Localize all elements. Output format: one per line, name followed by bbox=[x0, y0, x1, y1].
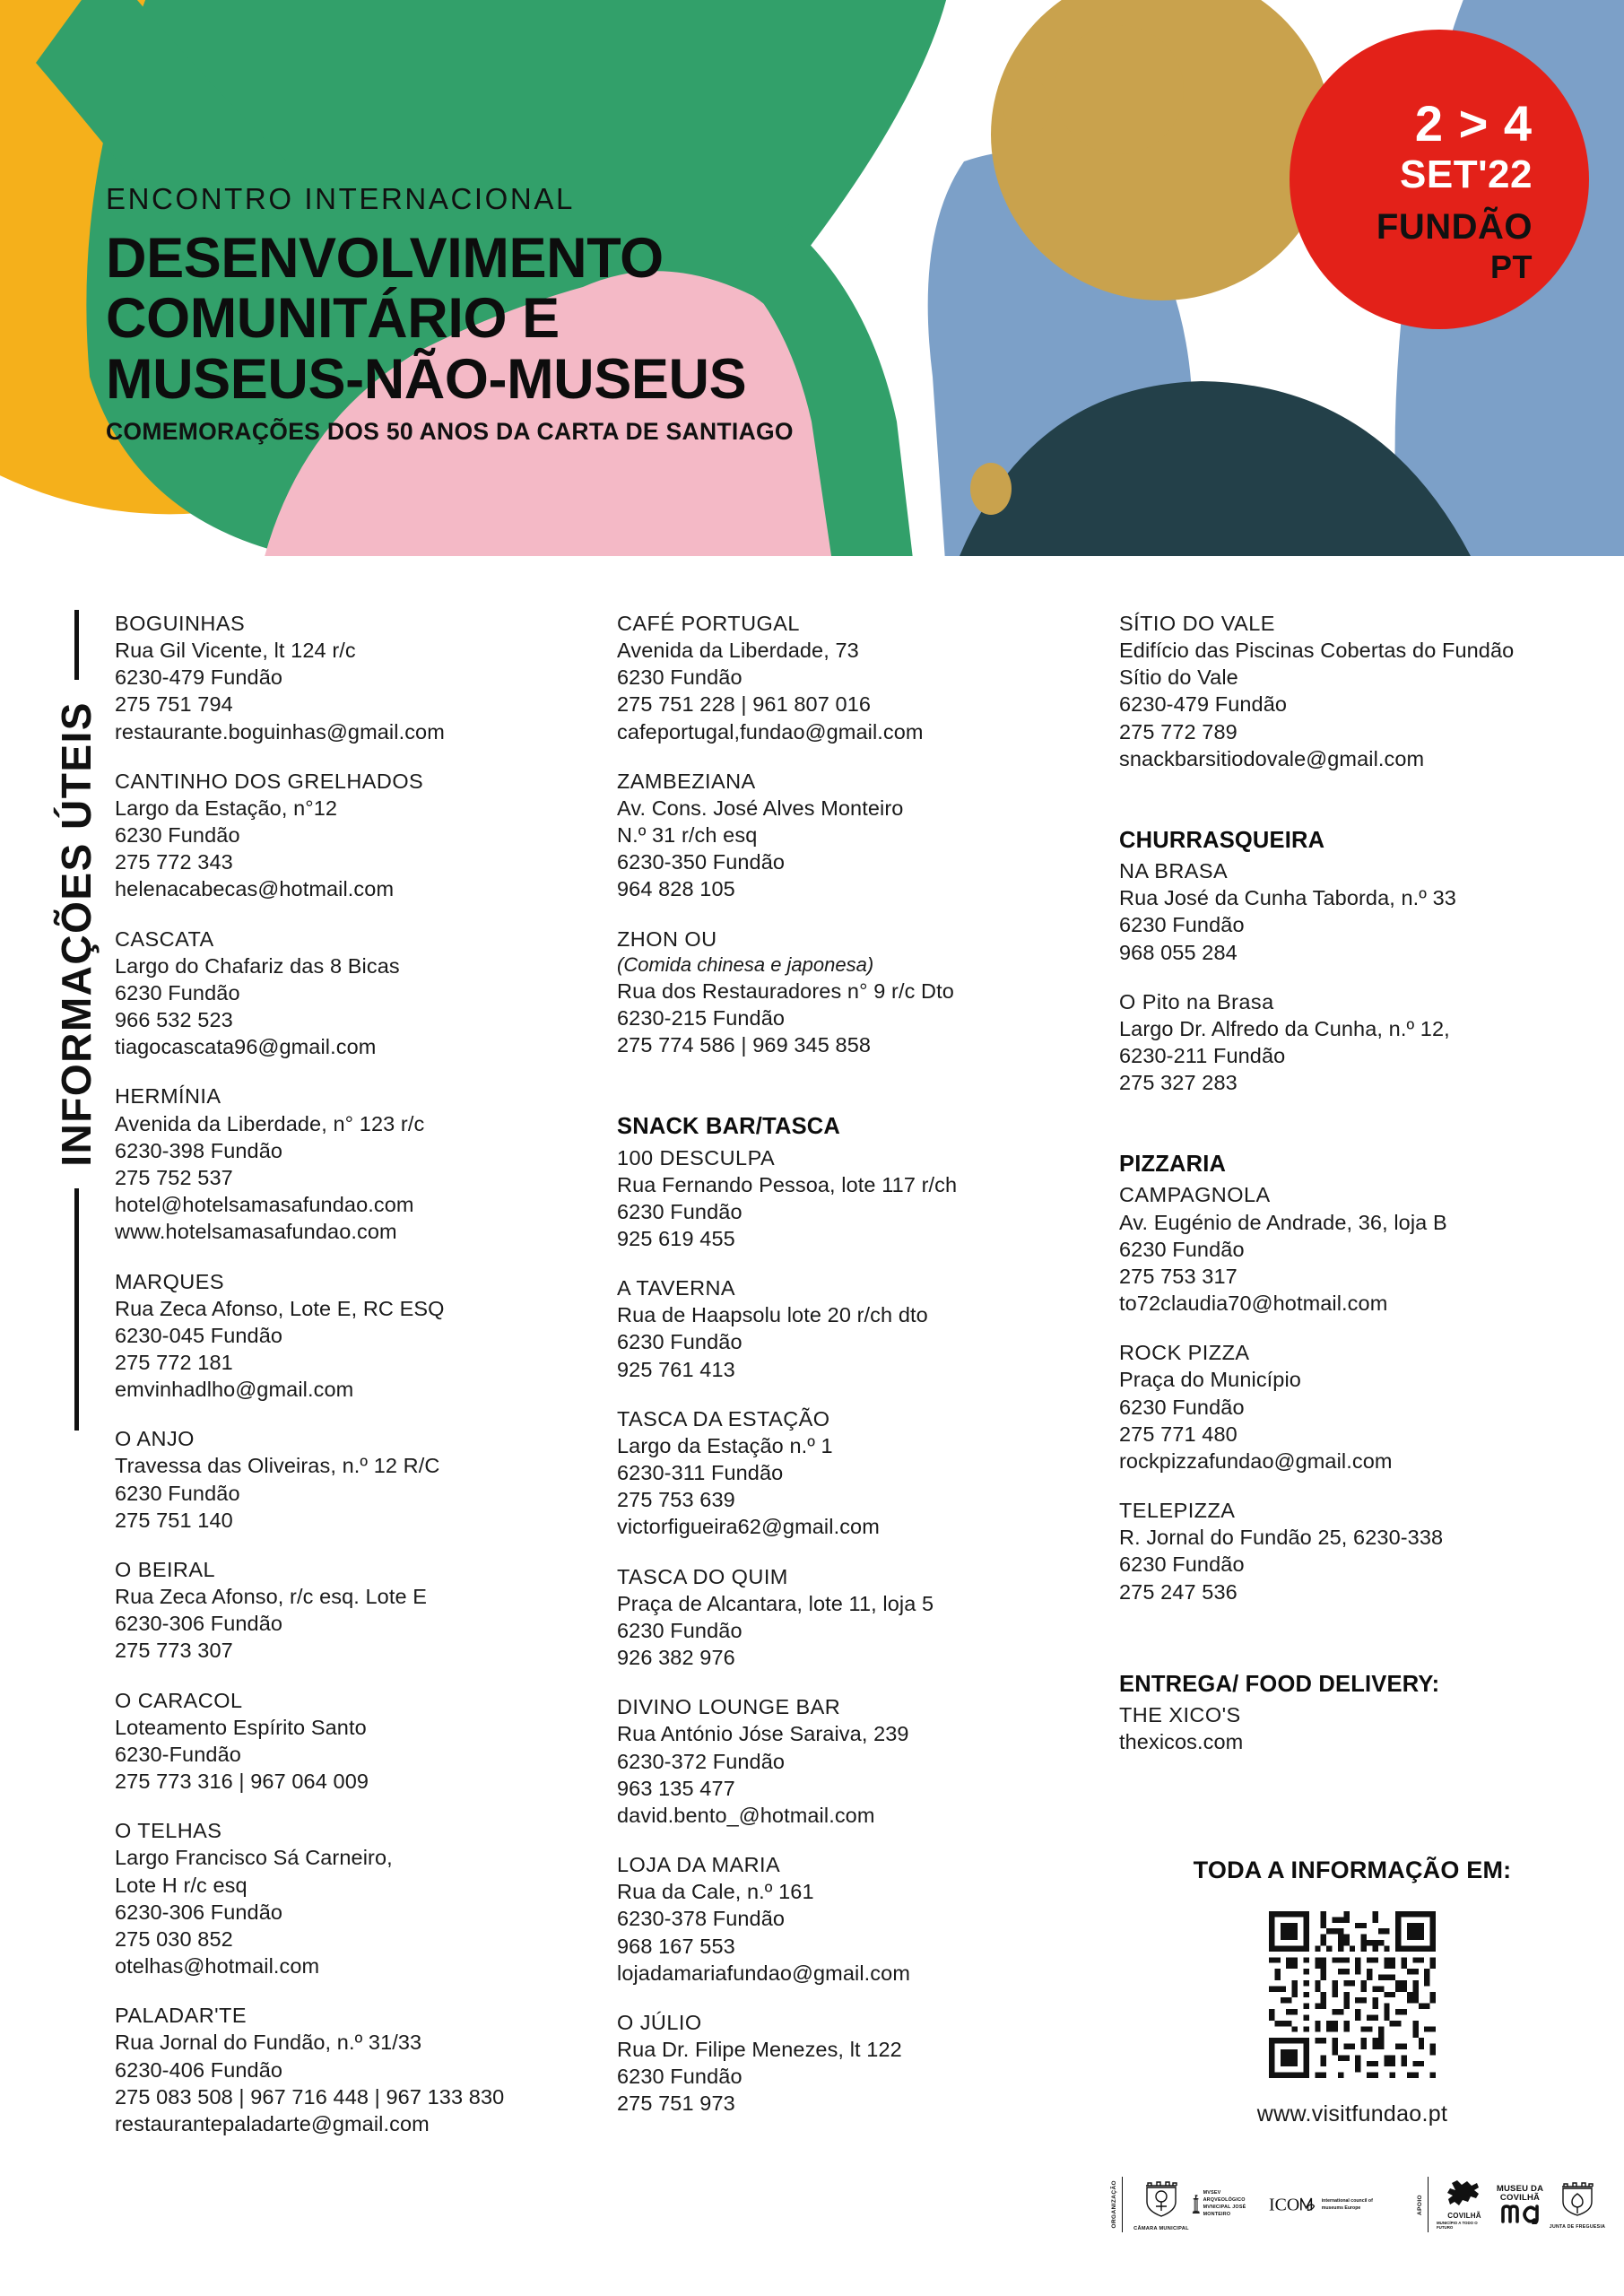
venue-address: Avenida da Liberdade, 73 bbox=[617, 639, 859, 663]
venue-email[interactable]: restaurantepaladarte@gmail.com bbox=[115, 2111, 430, 2135]
venue-address: Av. Eugénio de Andrade, 36, loja B bbox=[1119, 1210, 1447, 1234]
venue-name: LOJA DA MARIA bbox=[617, 1853, 781, 1877]
venue-address: Travessa das Oliveiras, n.º 12 R/C bbox=[115, 1454, 440, 1478]
venue-phone: 968 055 284 bbox=[1119, 940, 1238, 964]
logo-subcaption: MUNICÍPIO A TODO O FUTURO bbox=[1437, 2221, 1478, 2230]
venue-address: Rua António Jóse Saraiva, 239 bbox=[617, 1722, 909, 1746]
venue-postcode: 6230 Fundão bbox=[617, 665, 743, 690]
venue-email[interactable]: snackbarsitiodovale@gmail.com bbox=[1119, 746, 1425, 770]
venue-postcode: 6230-311 Fundão bbox=[617, 1461, 784, 1485]
category-heading-pizzaria: PIZZARIA bbox=[1119, 1152, 1227, 1178]
venue-name: O BEIRAL bbox=[115, 1557, 216, 1581]
venue-email[interactable]: hotel@hotelsamasafundao.com bbox=[115, 1193, 414, 1217]
venue-address: Largo Dr. Alfredo da Cunha, n.º 12, bbox=[1119, 1016, 1450, 1040]
venue-email[interactable]: tiagocascata96@gmail.com bbox=[115, 1035, 377, 1059]
list-item bbox=[115, 1817, 617, 1979]
venue-postcode: 6230 Fundão bbox=[617, 1199, 743, 1223]
column-icon bbox=[1192, 2181, 1201, 2228]
venue-postcode: 6230-479 Fundão bbox=[1119, 692, 1288, 717]
venue-postcode: 6230-350 Fundão bbox=[617, 850, 786, 874]
venue-address: Avenida da Liberdade, n° 123 r/c bbox=[115, 1111, 425, 1135]
venue-address: Rua Gil Vicente, lt 124 r/c bbox=[115, 639, 356, 663]
venue-postcode: 6230-Fundão bbox=[115, 1742, 241, 1766]
venue-address-2: Sítio do Vale bbox=[1119, 665, 1238, 690]
venue-note: (Comida chinesa e japonesa) bbox=[617, 952, 874, 976]
venue-name: HERMÍNIA bbox=[115, 1084, 221, 1109]
venue-phone: 925 619 455 bbox=[617, 1226, 735, 1250]
venue-address: Rua Zeca Afonso, r/c esq. Lote E bbox=[115, 1585, 428, 1609]
venue-address: Rua Jornal do Fundão, n.º 31/33 bbox=[115, 2031, 422, 2055]
list-item bbox=[1119, 610, 1603, 772]
list-item bbox=[1119, 988, 1603, 1097]
logo-junta-freguesia bbox=[1548, 2179, 1607, 2230]
venue-phone: 275 751 228 | 961 807 016 bbox=[617, 692, 872, 717]
venue-address-2: N.º 31 r/ch esq bbox=[617, 823, 758, 848]
category-heading-churrasqueira: CHURRASQUEIRA bbox=[1119, 828, 1325, 854]
listings-column-2 bbox=[617, 610, 1119, 2242]
venue-postcode: 6230-215 Fundão bbox=[617, 1006, 786, 1031]
venue-postcode: 6230-378 Fundão bbox=[617, 1907, 786, 1931]
venue-name: ROCK PIZZA bbox=[1119, 1341, 1250, 1365]
date-location-badge bbox=[1314, 41, 1565, 325]
venue-email[interactable]: cafeportugal,fundao@gmail.com bbox=[617, 719, 924, 744]
list-item bbox=[1119, 1701, 1603, 1755]
venue-address: Praça do Município bbox=[1119, 1368, 1301, 1392]
logo-museu-arqueologico bbox=[1192, 2181, 1262, 2228]
list-item bbox=[115, 768, 617, 903]
venue-name: SÍTIO DO VALE bbox=[1119, 612, 1275, 635]
list-item bbox=[1119, 1497, 1603, 1605]
venue-name: 100 DESCULPA bbox=[617, 1145, 776, 1170]
venue-phone: 968 167 553 bbox=[617, 1934, 735, 1958]
venue-phone: 925 761 413 bbox=[617, 1357, 735, 1381]
venue-address: Rua da Cale, n.º 161 bbox=[617, 1880, 814, 1904]
venue-postcode: 6230 Fundão bbox=[115, 980, 240, 1004]
venue-phone: 275 773 307 bbox=[115, 1639, 233, 1663]
list-item bbox=[617, 1405, 1119, 1541]
venue-name: O JÚLIO bbox=[617, 2010, 702, 2034]
logo-caption: MVSEV ARQVEOLÓGICO MVNICIPAL JOSÉ MONTEIRO bbox=[1203, 2190, 1246, 2217]
list-item bbox=[617, 768, 1119, 903]
venue-postcode: 6230 Fundão bbox=[115, 823, 240, 848]
list-item bbox=[115, 1556, 617, 1665]
venue-phone: 275 771 480 bbox=[1119, 1422, 1238, 1446]
venue-postcode: 6230-306 Fundão bbox=[115, 1612, 283, 1636]
venue-phone: 275 753 639 bbox=[617, 1488, 735, 1512]
list-item bbox=[617, 2009, 1119, 2118]
event-kicker: ENCONTRO INTERNACIONAL bbox=[106, 182, 575, 215]
event-subtitle: COMEMORAÇÕES DOS 50 ANOS DA CARTA DE SANTIAGO bbox=[106, 418, 794, 446]
venue-address: Rua Dr. Filipe Menezes, lt 122 bbox=[617, 2038, 902, 2062]
venue-name: O Pito na Brasa bbox=[1119, 989, 1274, 1013]
venue-address: Largo do Chafariz das 8 Bicas bbox=[115, 953, 400, 978]
list-item bbox=[617, 1693, 1119, 1829]
category-heading-snack-bar: SNACK BAR/TASCA bbox=[617, 1114, 841, 1140]
venue-phone: 275 751 794 bbox=[115, 692, 233, 717]
apoio-label: APOIO bbox=[1417, 2194, 1423, 2215]
venue-name: TASCA DO QUIM bbox=[617, 1564, 788, 1588]
venue-phone: 275 773 316 | 967 064 009 bbox=[115, 1770, 369, 1794]
venue-phone: 275 327 283 bbox=[1119, 1071, 1238, 1095]
list-item bbox=[115, 926, 617, 1061]
venue-name: TELEPIZZA bbox=[1119, 1499, 1236, 1523]
spacer bbox=[1119, 1628, 1603, 1671]
list-item bbox=[617, 1563, 1119, 1672]
badge-country: PT bbox=[1489, 248, 1533, 285]
venue-phone: 275 772 181 bbox=[115, 1350, 233, 1374]
venue-postcode: 6230-398 Fundão bbox=[115, 1138, 283, 1162]
venue-phone: 926 382 976 bbox=[617, 1646, 735, 1670]
header-graphic bbox=[0, 0, 1624, 556]
venue-phone: 966 532 523 bbox=[115, 1008, 233, 1032]
venue-email[interactable]: david.bento_@hotmail.com bbox=[617, 1803, 875, 1827]
venue-name: BOGUINHAS bbox=[115, 612, 246, 635]
venue-name: TASCA DA ESTAÇÃO bbox=[617, 1406, 830, 1431]
venue-phone: 275 752 537 bbox=[115, 1165, 233, 1189]
icom-icon bbox=[1269, 2189, 1317, 2220]
list-item bbox=[115, 1268, 617, 1404]
logo-caption: JUNTA DE FREGUESIA bbox=[1549, 2224, 1606, 2230]
venue-postcode: 6230 Fundão bbox=[617, 1618, 743, 1642]
badge-dates: 2 > 4 bbox=[1414, 95, 1533, 152]
venue-name: MARQUES bbox=[115, 1269, 224, 1293]
venue-name: NA BRASA bbox=[1119, 859, 1229, 883]
qr-code-icon[interactable] bbox=[1269, 1911, 1436, 2078]
venue-phone: 275 751 973 bbox=[617, 2092, 735, 2116]
venue-address: R. Jornal do Fundão 25, 6230-338 bbox=[1119, 1526, 1444, 1550]
list-item bbox=[1119, 857, 1603, 966]
list-item bbox=[617, 1144, 1119, 1253]
list-item bbox=[617, 1851, 1119, 1987]
list-item bbox=[115, 1425, 617, 1534]
venue-address: Rua dos Restauradores n° 9 r/c Dto bbox=[617, 978, 954, 1003]
venue-postcode: 6230-045 Fundão bbox=[115, 1323, 283, 1347]
divider bbox=[1122, 2177, 1124, 2232]
venue-phone: 275 772 343 bbox=[115, 850, 233, 874]
venue-address: Av. Cons. José Alves Monteiro bbox=[617, 796, 904, 820]
venue-name: CASCATA bbox=[115, 926, 214, 951]
venue-postcode: 6230 Fundão bbox=[1119, 913, 1245, 937]
crest-icon bbox=[1559, 2179, 1596, 2222]
badge-city: FUNDÃO bbox=[1376, 207, 1533, 247]
venue-phone: 275 083 508 | 967 716 448 | 967 133 830 bbox=[115, 2084, 505, 2109]
venue-address: Rua de Haapsolu lote 20 r/ch dto bbox=[617, 1303, 928, 1327]
vertical-rule-top bbox=[74, 610, 79, 680]
venue-address: Largo da Estação n.º 1 bbox=[617, 1433, 833, 1457]
venue-postcode: 6230 Fundão bbox=[1119, 1237, 1245, 1261]
info-website-url[interactable]: www.visitfundao.pt bbox=[1256, 2101, 1448, 2126]
list-item bbox=[617, 1274, 1119, 1383]
venue-address-2: Lote H r/c esq bbox=[115, 1873, 248, 1897]
venue-name: O TELHAS bbox=[115, 1819, 222, 1843]
list-item bbox=[617, 610, 1119, 745]
venue-address: Loteamento Espírito Santo bbox=[115, 1715, 367, 1739]
venue-phone: 275 751 140 bbox=[115, 1508, 233, 1532]
list-item bbox=[115, 1687, 617, 1796]
venue-name: DIVINO LOUNGE BAR bbox=[617, 1695, 841, 1719]
logo-caption: CÂMARA MUNICIPAL bbox=[1133, 2225, 1189, 2231]
venue-name: ZHON OU bbox=[617, 926, 717, 951]
list-item bbox=[115, 610, 617, 745]
svg-text:ICO: ICO bbox=[1269, 2195, 1300, 2215]
venue-phone: 275 772 789 bbox=[1119, 719, 1238, 744]
venue-postcode: 6230 Fundão bbox=[617, 2065, 743, 2089]
venue-email[interactable]: helenacabecas@hotmail.com bbox=[115, 877, 395, 901]
category-heading-delivery: ENTREGA/ FOOD DELIVERY: bbox=[1119, 1671, 1440, 1697]
logo-museu-covilha bbox=[1492, 2185, 1548, 2225]
venue-name: CAMPAGNOLA bbox=[1119, 1183, 1271, 1207]
venue-name: PALADAR'TE bbox=[115, 2004, 247, 2028]
venue-phone: 275 774 586 | 969 345 858 bbox=[617, 1033, 872, 1057]
list-item bbox=[1119, 1339, 1603, 1474]
venue-address: Rua Fernando Pessoa, lote 117 r/ch bbox=[617, 1172, 958, 1196]
venue-postcode: 6230-479 Fundão bbox=[115, 665, 283, 690]
logo-caption: COVILHÃ bbox=[1447, 2212, 1481, 2220]
badge-month: SET'22 bbox=[1400, 152, 1533, 196]
logo-covilha bbox=[1437, 2179, 1492, 2230]
venue-postcode: 6230 Fundão bbox=[115, 1481, 240, 1505]
venue-phone: 964 828 105 bbox=[617, 877, 735, 901]
venue-email[interactable]: otelhas@hotmail.com bbox=[115, 1954, 320, 1979]
event-title-line2: COMUNITÁRIO E bbox=[106, 287, 560, 351]
venue-postcode: 6230 Fundão bbox=[1119, 1395, 1245, 1419]
organizacao-label: ORGANIZAÇÃO bbox=[1111, 2180, 1117, 2229]
logo-icom bbox=[1269, 2189, 1380, 2220]
venue-postcode: 6230 Fundão bbox=[617, 1330, 743, 1354]
section-vertical-label bbox=[27, 610, 126, 1883]
venue-website[interactable]: thexicos.com bbox=[1119, 1729, 1244, 1753]
logo-camara-municipal bbox=[1131, 2179, 1192, 2231]
venue-email[interactable]: emvinhadlho@gmail.com bbox=[115, 1378, 354, 1402]
venue-address: Rua Zeca Afonso, Lote E, RC ESQ bbox=[115, 1296, 445, 1320]
logo-caption: MUSEU DA COVILHÃ bbox=[1496, 2183, 1544, 2203]
list-item bbox=[115, 1083, 617, 1245]
info-qr-block bbox=[1101, 1857, 1603, 2127]
venue-website[interactable]: www.hotelsamasafundao.com bbox=[115, 1220, 397, 1244]
list-item bbox=[115, 2002, 617, 2137]
venue-name: A TAVERNA bbox=[617, 1276, 736, 1300]
venue-address: Largo da Estação, n°12 bbox=[115, 796, 338, 820]
venue-name: O ANJO bbox=[115, 1427, 195, 1451]
spacer bbox=[617, 1081, 1119, 1113]
venue-name: CANTINHO DOS GRELHADOS bbox=[115, 769, 424, 793]
logo-caption: international council of museums Europe bbox=[1321, 2197, 1373, 2211]
footer-logo-strip bbox=[1112, 2163, 1607, 2246]
venue-email[interactable]: restaurante.boguinhas@gmail.com bbox=[115, 719, 445, 744]
venue-email[interactable]: victorfigueira62@gmail.com bbox=[617, 1515, 880, 1539]
venue-email[interactable]: lojadamariafundao@gmail.com bbox=[617, 1961, 910, 1985]
vertical-rule-bottom bbox=[74, 1188, 79, 1431]
venue-phone: 275 247 536 bbox=[1119, 1579, 1238, 1604]
listings-column-1 bbox=[115, 610, 617, 2242]
venue-name: CAFÉ PORTUGAL bbox=[617, 612, 800, 635]
venue-address: Rua José da Cunha Taborda, n.º 33 bbox=[1119, 886, 1456, 910]
venue-postcode: 6230 Fundão bbox=[1119, 1552, 1245, 1577]
venue-name: O CARACOL bbox=[115, 1688, 243, 1712]
list-item bbox=[617, 926, 1119, 1059]
event-title-line3: MUSEUS-NÃO-MUSEUS bbox=[106, 347, 747, 411]
spacer bbox=[1119, 1118, 1603, 1151]
spacer bbox=[1119, 795, 1603, 827]
venue-name: THE XICO'S bbox=[1119, 1702, 1241, 1726]
venue-email[interactable]: rockpizzafundao@gmail.com bbox=[1119, 1448, 1393, 1473]
venue-phone: 963 135 477 bbox=[617, 1776, 735, 1800]
venue-address: Edifício das Piscinas Cobertas do Fundão bbox=[1119, 639, 1515, 663]
header-text-block bbox=[106, 184, 794, 444]
info-title: TODA A INFORMAÇÃO EM: bbox=[1193, 1857, 1512, 1883]
crest-icon bbox=[1142, 2179, 1180, 2223]
venue-phone: 275 753 317 bbox=[1119, 1264, 1238, 1288]
venue-email[interactable]: to72claudia70@hotmail.com bbox=[1119, 1292, 1388, 1316]
vertical-label-text: INFORMAÇÕES ÚTEIS bbox=[53, 701, 100, 1167]
covilha-weave-icon bbox=[1446, 2179, 1482, 2210]
venue-postcode: 6230-406 Fundão bbox=[115, 2057, 283, 2082]
mc-monogram-icon bbox=[1500, 2205, 1540, 2224]
venue-postcode: 6230-306 Fundão bbox=[115, 1900, 283, 1924]
divider bbox=[1428, 2177, 1429, 2232]
venue-address: Largo Francisco Sá Carneiro, bbox=[115, 1846, 393, 1870]
venue-name: ZAMBEZIANA bbox=[617, 769, 756, 793]
venue-postcode: 6230-211 Fundão bbox=[1119, 1044, 1286, 1067]
venue-address: Praça de Alcantara, lote 11, loja 5 bbox=[617, 1591, 934, 1615]
venue-phone: 275 030 852 bbox=[115, 1926, 233, 1951]
list-item bbox=[1119, 1181, 1603, 1317]
venue-postcode: 6230-372 Fundão bbox=[617, 1749, 786, 1773]
event-title-line1: DESENVOLVIMENTO bbox=[106, 227, 664, 290]
